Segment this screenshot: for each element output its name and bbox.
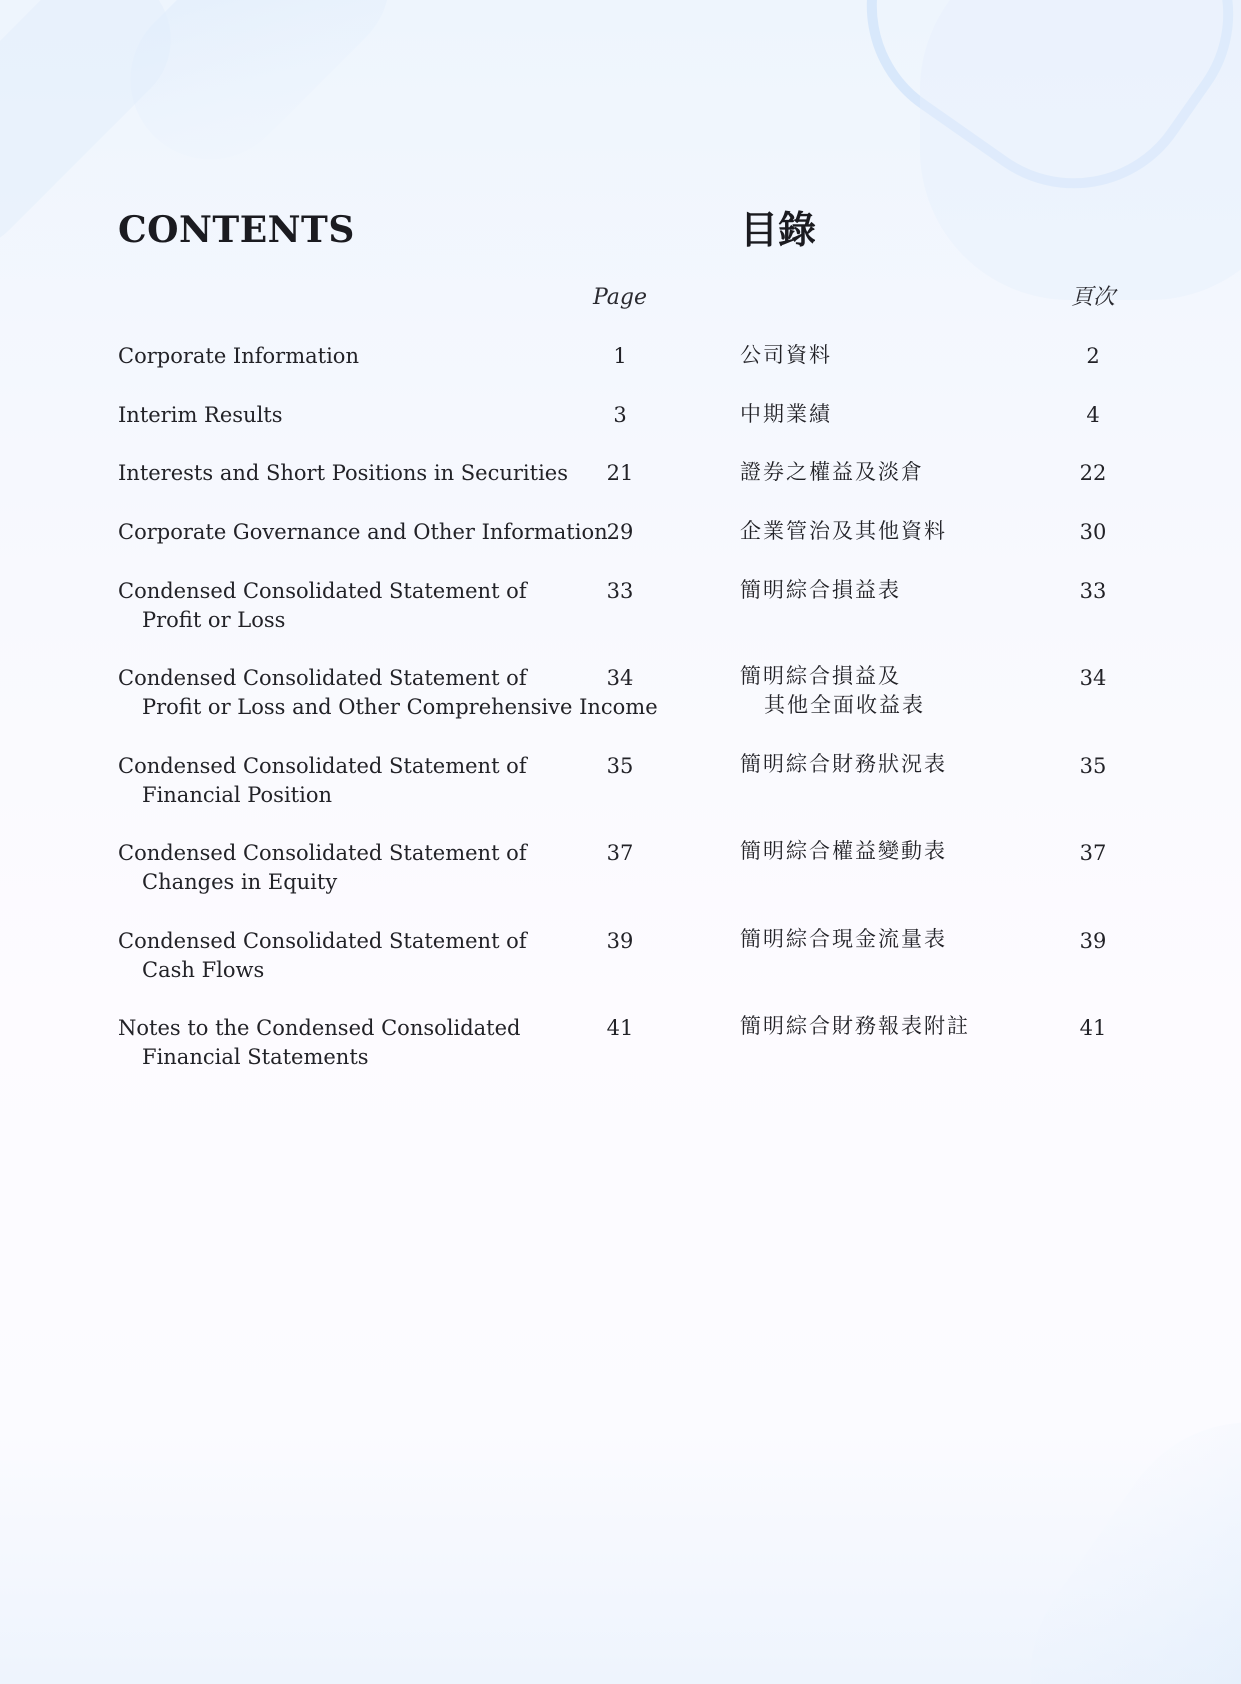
toc-entry-chinese-interim-results[interactable]: [740, 400, 832, 429]
page-column-header-chinese: 頁次: [1070, 285, 1115, 310]
toc-entry-corporate-information[interactable]: [118, 342, 359, 371]
toc-entry-title-chinese: 企業管治及其他資料: [740, 519, 947, 543]
toc-entry-title-chinese: 簡明綜合財務報表附註: [740, 1014, 970, 1038]
toc-entry-chinese-statement-financial-position[interactable]: [740, 750, 947, 779]
toc-entry-title-chinese: 簡明綜合損益表: [740, 578, 901, 602]
toc-entry-title-chinese: 簡明綜合權益變動表: [740, 839, 947, 863]
toc-entry-chinese-statement-changes-equity[interactable]: [740, 837, 947, 866]
toc-entry-page: 1: [613, 344, 627, 368]
toc-entry-title-chinese: 簡明綜合現金流量表: [740, 927, 947, 951]
toc-entry-statement-comprehensive-income[interactable]: [118, 664, 658, 722]
toc-entry-page-chinese: 2: [1086, 344, 1100, 368]
toc-entry-title-chinese: 中期業績: [740, 402, 832, 426]
toc-entry-page: 39: [606, 929, 634, 953]
contents-title-chinese: 目錄: [740, 207, 817, 252]
toc-entry-title: Corporate Governance and Other Information: [118, 520, 608, 544]
toc-entry-title-continued: Financial Statements: [142, 1045, 369, 1069]
page-column-header: Page: [592, 285, 648, 310]
toc-entry-title-continued: Changes in Equity: [142, 870, 338, 894]
contents-title: CONTENTS: [118, 209, 355, 251]
toc-entry-corporate-governance[interactable]: [118, 518, 608, 547]
toc-entry-title: Condensed Consolidated Statement of: [118, 929, 527, 953]
toc-entry-page-chinese: 39: [1079, 929, 1107, 953]
toc-entry-statement-profit-loss[interactable]: [118, 577, 527, 635]
toc-entry-title: Corporate Information: [118, 344, 359, 368]
toc-entry-page: 3: [613, 403, 627, 427]
toc-entry-title: Interests and Short Positions in Securities: [118, 461, 569, 485]
toc-entry-chinese-corporate-information[interactable]: [740, 341, 832, 370]
toc-entry-page-chinese: 22: [1079, 461, 1107, 485]
toc-entry-chinese-statement-profit-loss[interactable]: [740, 576, 901, 605]
toc-entry-statement-changes-equity[interactable]: [118, 839, 527, 897]
toc-entry-title: Interim Results: [118, 403, 283, 427]
toc-entry-page: 41: [606, 1016, 634, 1040]
toc-entry-title: Condensed Consolidated Statement of: [118, 754, 527, 778]
toc-entry-page: 34: [606, 666, 634, 690]
toc-entry-title-continued: Financial Position: [142, 783, 332, 807]
toc-entry-page: 33: [606, 579, 634, 603]
toc-entry-page-chinese: 4: [1086, 403, 1100, 427]
toc-entry-page: 35: [606, 754, 634, 778]
toc-entry-chinese-interests-short-positions[interactable]: [740, 458, 924, 487]
toc-entry-page-chinese: 34: [1079, 666, 1107, 690]
toc-entry-title: Condensed Consolidated Statement of: [118, 666, 527, 690]
toc-entry-page-chinese: 30: [1079, 520, 1107, 544]
toc-entry-page: 37: [606, 841, 634, 865]
toc-entry-page-chinese: 37: [1079, 841, 1107, 865]
toc-entry-page-chinese: 35: [1079, 754, 1107, 778]
toc-entry-page: 21: [606, 461, 634, 485]
toc-entry-title: Condensed Consolidated Statement of: [118, 841, 527, 865]
toc-entry-page-chinese: 41: [1079, 1016, 1107, 1040]
toc-entry-title-chinese-continued: 其他全面收益表: [764, 693, 925, 717]
toc-entry-chinese-notes[interactable]: [740, 1012, 970, 1041]
toc-entry-title: Notes to the Condensed Consolidated: [118, 1016, 521, 1040]
toc-entry-title-chinese: 公司資料: [740, 343, 832, 367]
toc-entry-interests-short-positions[interactable]: [118, 459, 568, 488]
toc-entry-title-chinese: 簡明綜合財務狀況表: [740, 752, 947, 776]
toc-entry-notes[interactable]: [118, 1014, 520, 1072]
toc-entry-chinese-statement-comprehensive-income[interactable]: [740, 662, 925, 720]
toc-entry-interim-results[interactable]: [118, 401, 283, 430]
toc-entry-title-chinese: 證券之權益及淡倉: [740, 460, 924, 484]
toc-entry-title-continued: Cash Flows: [142, 958, 265, 982]
toc-entry-statement-financial-position[interactable]: [118, 752, 527, 810]
toc-entry-title-chinese: 簡明綜合損益及: [740, 664, 901, 688]
toc-entry-title-continued: Profit or Loss and Other Comprehensive Income: [142, 695, 658, 719]
toc-entry-title: Condensed Consolidated Statement of: [118, 579, 527, 603]
toc-entry-chinese-corporate-governance[interactable]: [740, 517, 947, 546]
toc-entry-page: 29: [606, 520, 634, 544]
toc-entry-statement-cash-flows[interactable]: [118, 927, 527, 985]
toc-entry-page-chinese: 33: [1079, 579, 1107, 603]
toc-entry-chinese-statement-cash-flows[interactable]: [740, 925, 947, 954]
toc-entry-title-continued: Profit or Loss: [142, 608, 286, 632]
